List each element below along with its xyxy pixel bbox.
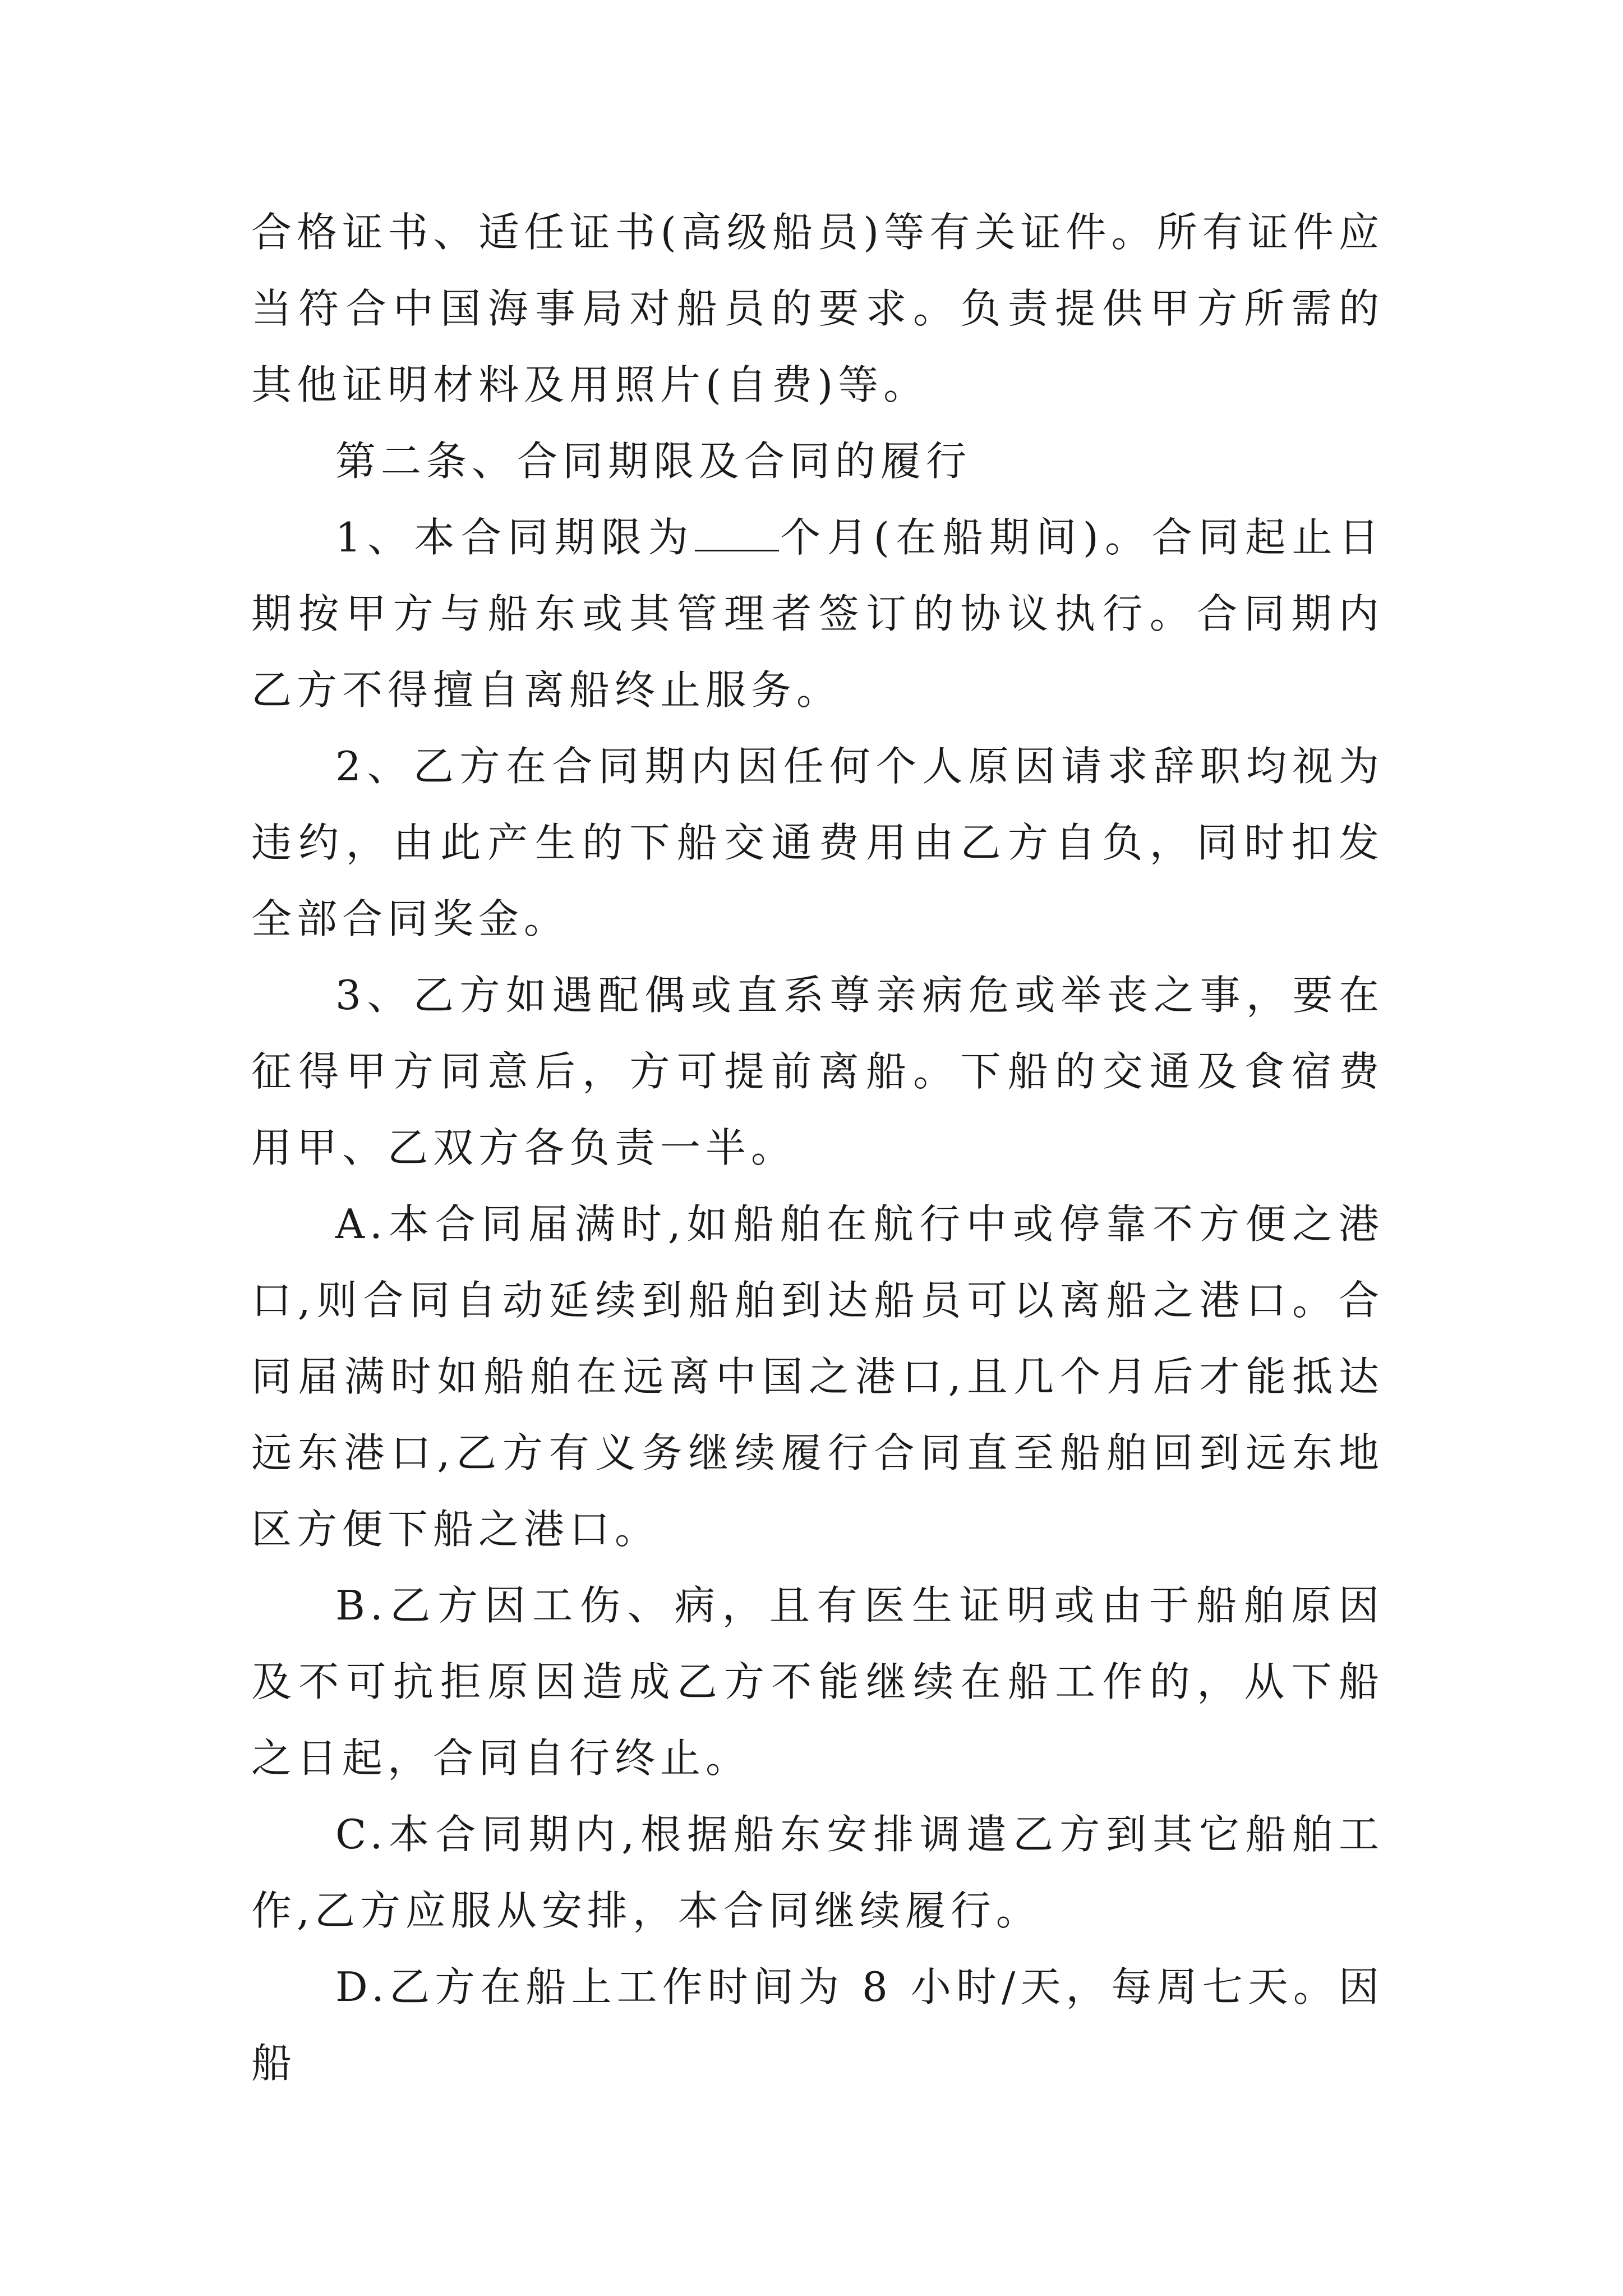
clause-b-termination-injury: B.乙方因工伤、病，且有医生证明或由于船舶原因及不可抗拒原因造成乙方不能继续在船工作的，从下船之日起，合同自行终止。 xyxy=(251,1582,1384,1782)
paragraph-resignation-breach: 2、乙方在合同期内因任何个人原因请求辞职均视为违约，由此产生的下船交通费用由乙方自负，同时扣发全部合同奖金。 xyxy=(251,743,1384,942)
contract-term-text-before: 1、本合同期限为 xyxy=(335,514,695,561)
contract-term-text-after: 个月(在船期间)。合同起止日期按甲方与船东或其管理者签订的协议执行。合同期内乙方不得擅自离船终止服务。 xyxy=(251,514,1384,714)
clause-d-working-hours: D.乙方在船上工作时间为 8 小时/天，每周七天。因船 xyxy=(251,1963,1384,2087)
paragraph-contract-term xyxy=(251,499,1384,728)
clause-c-vessel-transfer: C.本合同期内,根据船东安排调遣乙方到其它船舶工作,乙方应服从安排，本合同继续履行。 xyxy=(251,1811,1384,1934)
section-heading-article-2: 第二条、合同期限及合同的履行 xyxy=(335,438,972,485)
paragraph-certificates-requirement: 合格证书、适任证书(高级船员)等有关证件。所有证件应当符合中国海事局对船员的要求。负责提供甲方所需的其他证明材料及用照片(自费)等。 xyxy=(251,209,1384,408)
contract-term-months-blank xyxy=(695,518,779,551)
clause-a-contract-extension: A.本合同届满时,如船舶在航行中或停靠不方便之港口,则合同自动延续到船舶到达船员可以离船之港口。合同届满时如船舶在远离中国之港口,且几个月后才能抵达远东港口,乙方有义务继续履行合同直至船舶回到远东地区方便下船之港口。 xyxy=(251,1200,1384,1553)
contract-body xyxy=(251,194,1384,2101)
paragraph-family-emergency: 3、乙方如遇配偶或直系尊亲病危或举丧之事，要在征得甲方同意后，方可提前离船。下船的交通及食宿费用甲、乙双方各负责一半。 xyxy=(251,972,1384,1171)
